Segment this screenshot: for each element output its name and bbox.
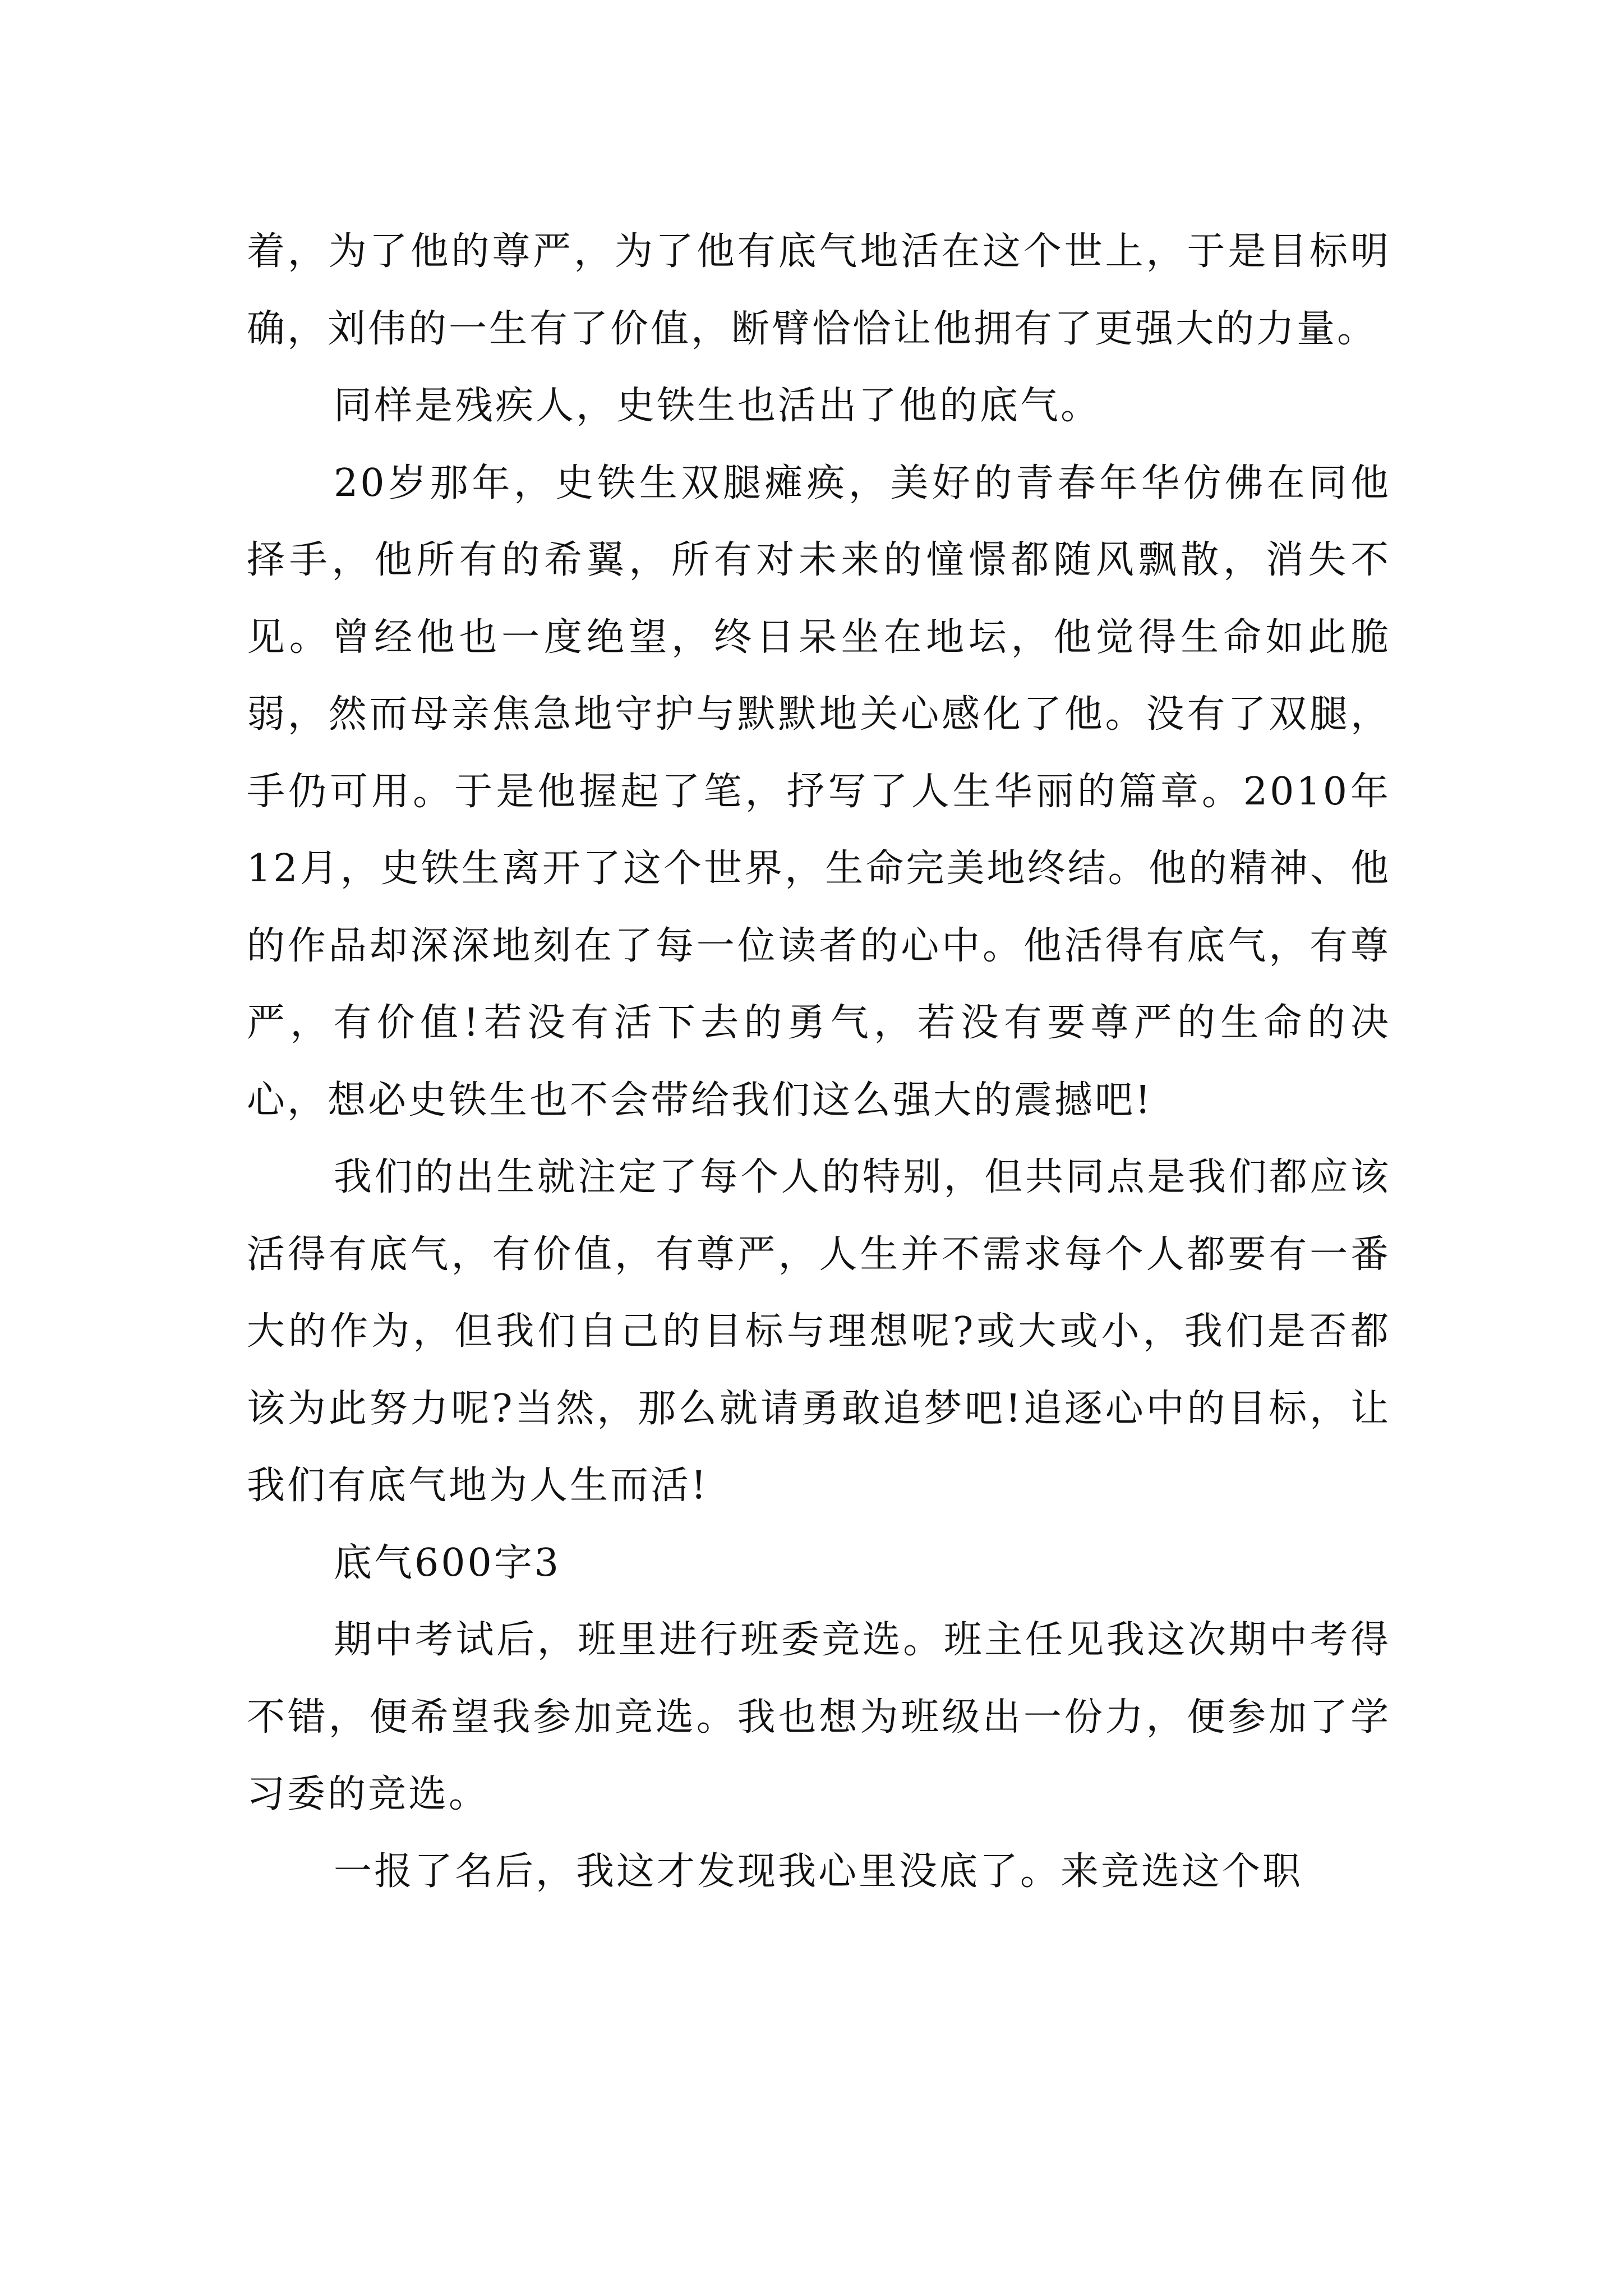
paragraph-1: 着，为了他的尊严，为了他有底气地活在这个世上，于是目标明确，刘伟的一生有了价值，断臂恰恰让他拥有了更强大的力量。 xyxy=(247,229,1391,351)
paragraph-5: 期中考试后，班里进行班委竞选。班主任见我这次期中考得不错，便希望我参加竞选。我也想为班级出一份力，便参加了学习委的竞选。 xyxy=(247,1618,1391,1816)
section-heading: 底气600字3 xyxy=(334,1540,561,1585)
document-body xyxy=(247,213,1391,1910)
paragraph-6: 一报了名后，我这才发现我心里没底了。来竞选这个职 xyxy=(334,1849,1303,1894)
paragraph-2: 同样是残疾人，史铁生也活出了他的底气。 xyxy=(334,384,1101,428)
paragraph-4: 我们的出生就注定了每个人的特别，但共同点是我们都应该活得有底气，有价值，有尊严，人生并不需求每个人都要有一番大的作为，但我们自己的目标与理想呢?或大或小，我们是否都该为此努力呢?当然，那么就请勇敢追梦吧!追逐心中的目标，让我们有底气地为人生而活! xyxy=(247,1155,1391,1508)
paragraph-3: 20岁那年，史铁生双腿瘫痪，美好的青春年华仿佛在同他择手，他所有的希翼，所有对未来的憧憬都随风飘散，消失不见。曾经他也一度绝望，终日呆坐在地坛，他觉得生命如此脆弱，然而母亲焦急地守护与默默地关心感化了他。没有了双腿，手仍可用。于是他握起了笔，抒写了人生华丽的篇章。2010年12月，史铁生离开了这个世界，生命完美地终结。他的精神、他的作品却深深地刻在了每一位读者的心中。他活得有底气，有尊严，有价值!若没有活下去的勇气，若没有要尊严的生命的决心，想必史铁生也不会带给我们这么强大的震撼吧! xyxy=(247,461,1391,1122)
